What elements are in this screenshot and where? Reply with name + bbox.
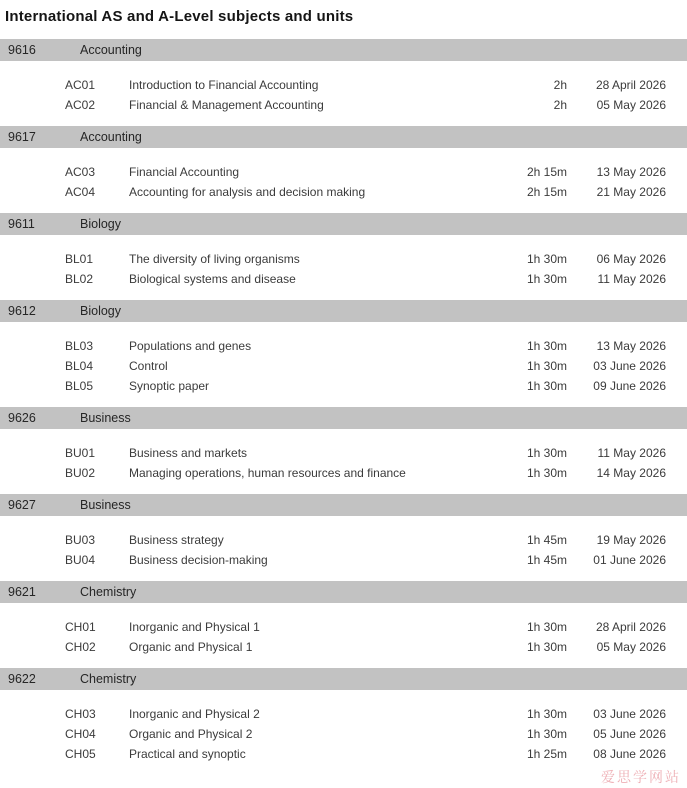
unit-code: AC01 [65,78,96,92]
unit-row [65,463,666,483]
subject-section [0,126,687,213]
unit-duration: 1h 30m [526,620,567,634]
subject-name: Chemistry [80,585,137,599]
unit-code: AC03 [65,165,96,179]
unit-title: Financial & Management Accounting [129,98,324,112]
subject-name: Chemistry [80,672,137,686]
unit-code: BL02 [65,272,94,286]
unit-duration: 1h 30m [526,359,567,373]
subject-section-header [0,300,687,322]
unit-duration: 1h 30m [526,707,567,721]
subject-section-header [0,213,687,235]
subject-code: 9627 [8,498,36,512]
unit-date: 11 May 2026 [597,446,666,460]
subject-section-header [0,494,687,516]
unit-row [65,249,666,269]
unit-title: Inorganic and Physical 2 [129,707,260,721]
subject-section-header [0,39,687,61]
unit-code: CH03 [65,707,96,721]
unit-list [0,235,687,300]
unit-list [0,148,687,213]
subject-section [0,213,687,300]
subject-code: 9621 [8,585,36,599]
subjects-table [0,39,687,775]
subject-name: Accounting [80,43,142,57]
unit-duration: 2h [553,98,567,112]
unit-list [0,61,687,126]
unit-title: Business strategy [129,533,224,547]
unit-date: 11 May 2026 [597,272,666,286]
subject-code: 9626 [8,411,36,425]
subject-name: Business [80,411,131,425]
subject-code: 9622 [8,672,36,686]
unit-duration: 1h 30m [526,379,567,393]
unit-row [65,269,666,289]
unit-date: 06 May 2026 [596,252,666,266]
unit-duration: 1h 45m [526,553,567,567]
unit-row [65,376,666,396]
unit-duration: 1h 30m [526,640,567,654]
subject-name: Business [80,498,131,512]
unit-date: 13 May 2026 [596,165,666,179]
unit-code: BL01 [65,252,94,266]
unit-list [0,322,687,407]
unit-title: Synoptic paper [129,379,210,393]
unit-duration: 1h 25m [526,747,567,761]
unit-duration: 1h 30m [526,727,567,741]
subject-section-header [0,581,687,603]
unit-row [65,637,666,657]
unit-date: 05 May 2026 [596,98,666,112]
page-title: International AS and A-Level subjects and units [5,8,354,25]
subject-section-header [0,668,687,690]
unit-row [65,356,666,376]
unit-row [65,95,666,115]
unit-code: CH02 [65,640,96,654]
unit-code: BU01 [65,446,96,460]
unit-code: BL05 [65,379,94,393]
subject-code: 9612 [8,304,36,318]
unit-code: CH05 [65,747,96,761]
subject-section [0,494,687,581]
unit-date: 03 June 2026 [593,707,666,721]
unit-list [0,690,687,775]
unit-code: CH04 [65,727,96,741]
unit-date: 05 June 2026 [593,727,666,741]
subject-name: Biology [80,304,121,318]
unit-title: Managing operations, human resources and finance [129,466,406,480]
unit-code: AC02 [65,98,96,112]
subject-name: Accounting [80,130,142,144]
unit-row [65,617,666,637]
unit-date: 13 May 2026 [596,339,666,353]
unit-duration: 1h 30m [526,252,567,266]
unit-date: 05 May 2026 [596,640,666,654]
unit-code: BL03 [65,339,94,353]
unit-date: 01 June 2026 [593,553,666,567]
unit-list [0,603,687,668]
unit-duration: 1h 30m [526,466,567,480]
unit-duration: 2h 15m [526,165,567,179]
unit-list [0,429,687,494]
unit-code: CH01 [65,620,96,634]
unit-date: 08 June 2026 [593,747,666,761]
unit-code: BU03 [65,533,96,547]
unit-date: 09 June 2026 [593,379,666,393]
unit-row [65,182,666,202]
unit-duration: 1h 45m [526,533,567,547]
subject-section [0,407,687,494]
unit-title: Introduction to Financial Accounting [129,78,319,92]
unit-code: AC04 [65,185,96,199]
unit-title: Inorganic and Physical 1 [129,620,260,634]
unit-title: Practical and synoptic [129,747,246,761]
unit-title: Accounting for analysis and decision making [129,185,366,199]
subject-section [0,39,687,126]
unit-row [65,162,666,182]
unit-title: Business and markets [129,446,248,460]
subject-code: 9616 [8,43,36,57]
unit-row [65,704,666,724]
unit-duration: 1h 30m [526,272,567,286]
subject-code: 9617 [8,130,36,144]
subject-name: Biology [80,217,121,231]
subject-section [0,581,687,668]
subject-section [0,668,687,775]
unit-date: 21 May 2026 [596,185,666,199]
unit-title: Control [129,359,168,373]
unit-date: 28 April 2026 [595,620,666,634]
unit-date: 03 June 2026 [593,359,666,373]
unit-row [65,530,666,550]
unit-date: 19 May 2026 [596,533,666,547]
unit-code: BL04 [65,359,94,373]
unit-row [65,443,666,463]
unit-title: Financial Accounting [129,165,240,179]
unit-duration: 2h 15m [526,185,567,199]
unit-duration: 1h 30m [526,339,567,353]
unit-title: Biological systems and disease [129,272,296,286]
unit-duration: 2h [553,78,567,92]
unit-row [65,744,666,764]
site-watermark: 爱思学网站 [601,769,681,785]
unit-title: Organic and Physical 1 [129,640,253,654]
unit-date: 14 May 2026 [596,466,666,480]
subject-code: 9611 [8,217,35,231]
unit-code: BU02 [65,466,96,480]
unit-row [65,550,666,570]
unit-title: Business decision-making [129,553,268,567]
unit-list [0,516,687,581]
unit-row [65,75,666,95]
unit-code: BU04 [65,553,96,567]
unit-title: The diversity of living organisms [129,252,300,266]
subject-section [0,300,687,407]
unit-duration: 1h 30m [526,446,567,460]
subject-section-header [0,126,687,148]
unit-title: Populations and genes [129,339,252,353]
subject-section-header [0,407,687,429]
unit-date: 28 April 2026 [595,78,666,92]
unit-title: Organic and Physical 2 [129,727,253,741]
unit-row [65,724,666,744]
unit-row [65,336,666,356]
